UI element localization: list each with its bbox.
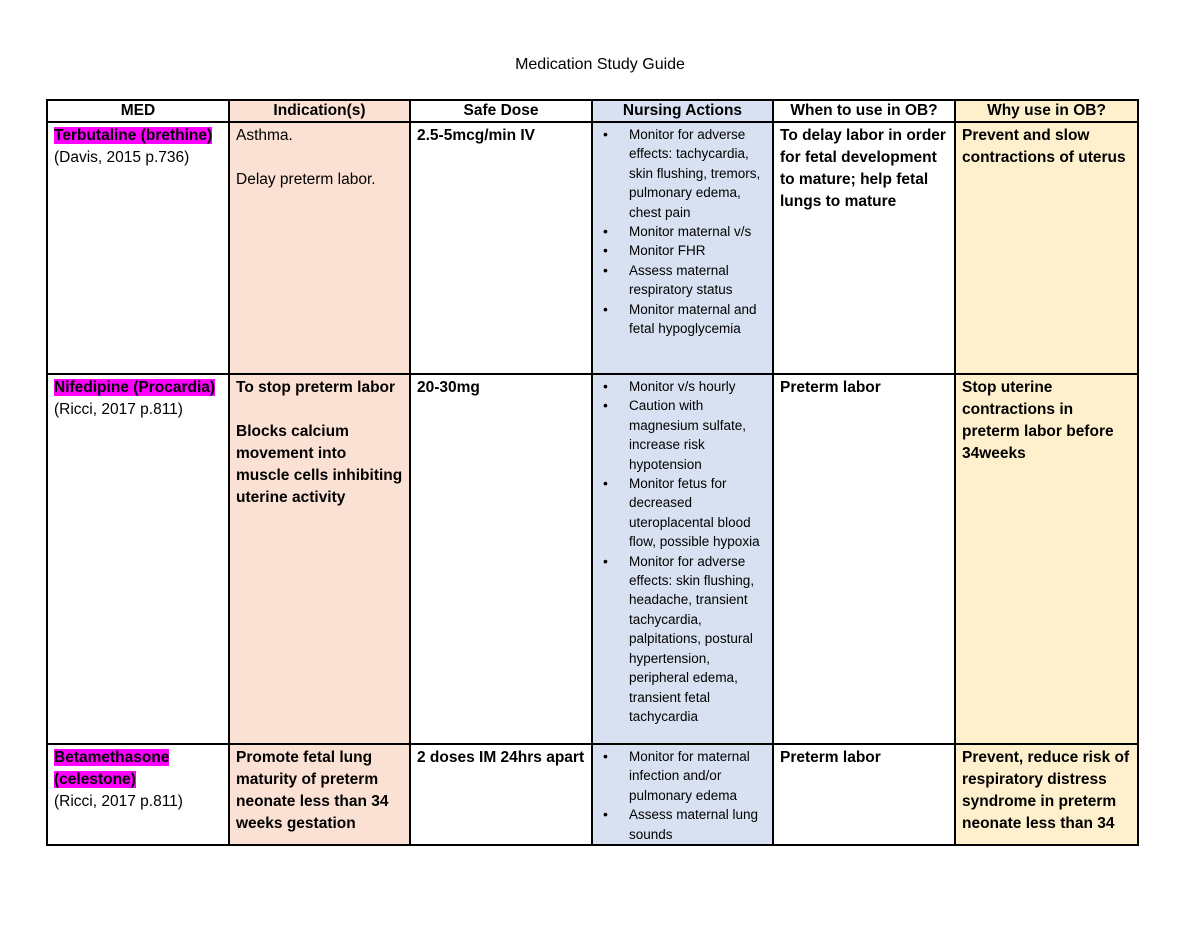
page-title: Medication Study Guide — [515, 56, 685, 73]
list-item: • Monitor fetus for decreased uteroplacental blood flow, possible hypoxia — [599, 474, 766, 552]
list-item: • Caution with magnesium sulfate, increase risk hypotension — [599, 396, 766, 474]
table-row — [47, 122, 1138, 374]
list-item: • Monitor for maternal infection and/or pulmonary edema — [599, 747, 766, 805]
med-cell — [47, 122, 229, 374]
header-row — [47, 100, 1138, 122]
nursing-actions-list — [599, 125, 766, 338]
indication-text: Asthma. — [236, 127, 293, 144]
list-item: • Monitor for adverse effects: skin flushing, headache, transient tachycardia, palpitations, postural hypertension, peripheral edema, transient fetal tachycardia — [599, 552, 766, 727]
indication-cell — [229, 374, 410, 744]
med-name: Betamethasone (celestone) — [54, 749, 170, 788]
med-name: Terbutaline (brethine) — [54, 127, 213, 144]
indication-cell — [229, 122, 410, 374]
why-cell: Prevent and slow contractions of uterus — [955, 122, 1138, 374]
when-cell: To delay labor in order for fetal development to mature; help fetal lungs to mature — [773, 122, 955, 374]
table-row — [47, 744, 1138, 845]
nursing-actions-cell — [592, 122, 773, 374]
header-med: MED — [47, 100, 229, 122]
med-name: Nifedipine (Procardia) — [54, 379, 216, 396]
list-item: • Assess maternal lung sounds — [599, 805, 766, 844]
list-item: • Monitor FHR — [599, 241, 766, 260]
header-nursing-actions: Nursing Actions — [592, 100, 773, 122]
medication-table — [46, 99, 1139, 846]
header-when: When to use in OB? — [773, 100, 955, 122]
list-item: • Monitor for adverse effects: tachycardia, skin flushing, tremors, pulmonary edema, chest pain — [599, 125, 766, 222]
indication-text: Delay preterm labor. — [236, 171, 376, 188]
indication-text: To stop preterm labor — [236, 379, 396, 396]
dose-cell: 2.5-5mcg/min IV — [410, 122, 592, 374]
med-cell — [47, 744, 229, 845]
dose-cell: 20-30mg — [410, 374, 592, 744]
why-cell: Prevent, reduce risk of respiratory distress syndrome in preterm neonate less than 34 — [955, 744, 1138, 845]
med-citation: (Davis, 2015 p.736) — [54, 149, 190, 166]
nursing-actions-list — [599, 747, 766, 844]
list-item: • Monitor maternal and fetal hypoglycemia — [599, 300, 766, 339]
med-citation: (Ricci, 2017 p.811) — [54, 401, 183, 418]
list-item: • Monitor v/s hourly — [599, 377, 766, 396]
header-dose: Safe Dose — [410, 100, 592, 122]
why-cell: Stop uterine contractions in preterm labor before 34weeks — [955, 374, 1138, 744]
indication-text: Blocks calcium movement into muscle cells inhibiting uterine activity — [236, 423, 403, 506]
indication-cell — [229, 744, 410, 845]
indication-text: Promote fetal lung maturity of preterm neonate less than 34 weeks gestation — [236, 749, 389, 832]
med-cell — [47, 374, 229, 744]
nursing-actions-cell — [592, 744, 773, 845]
header-why: Why use in OB? — [955, 100, 1138, 122]
header-indication: Indication(s) — [229, 100, 410, 122]
dose-cell: 2 doses IM 24hrs apart — [410, 744, 592, 845]
when-cell: Preterm labor — [773, 744, 955, 845]
list-item: • Monitor maternal v/s — [599, 222, 766, 241]
nursing-actions-list — [599, 377, 766, 726]
med-citation: (Ricci, 2017 p.811) — [54, 793, 183, 810]
table-row — [47, 374, 1138, 744]
when-cell: Preterm labor — [773, 374, 955, 744]
nursing-actions-cell — [592, 374, 773, 744]
list-item: • Assess maternal respiratory status — [599, 261, 766, 300]
